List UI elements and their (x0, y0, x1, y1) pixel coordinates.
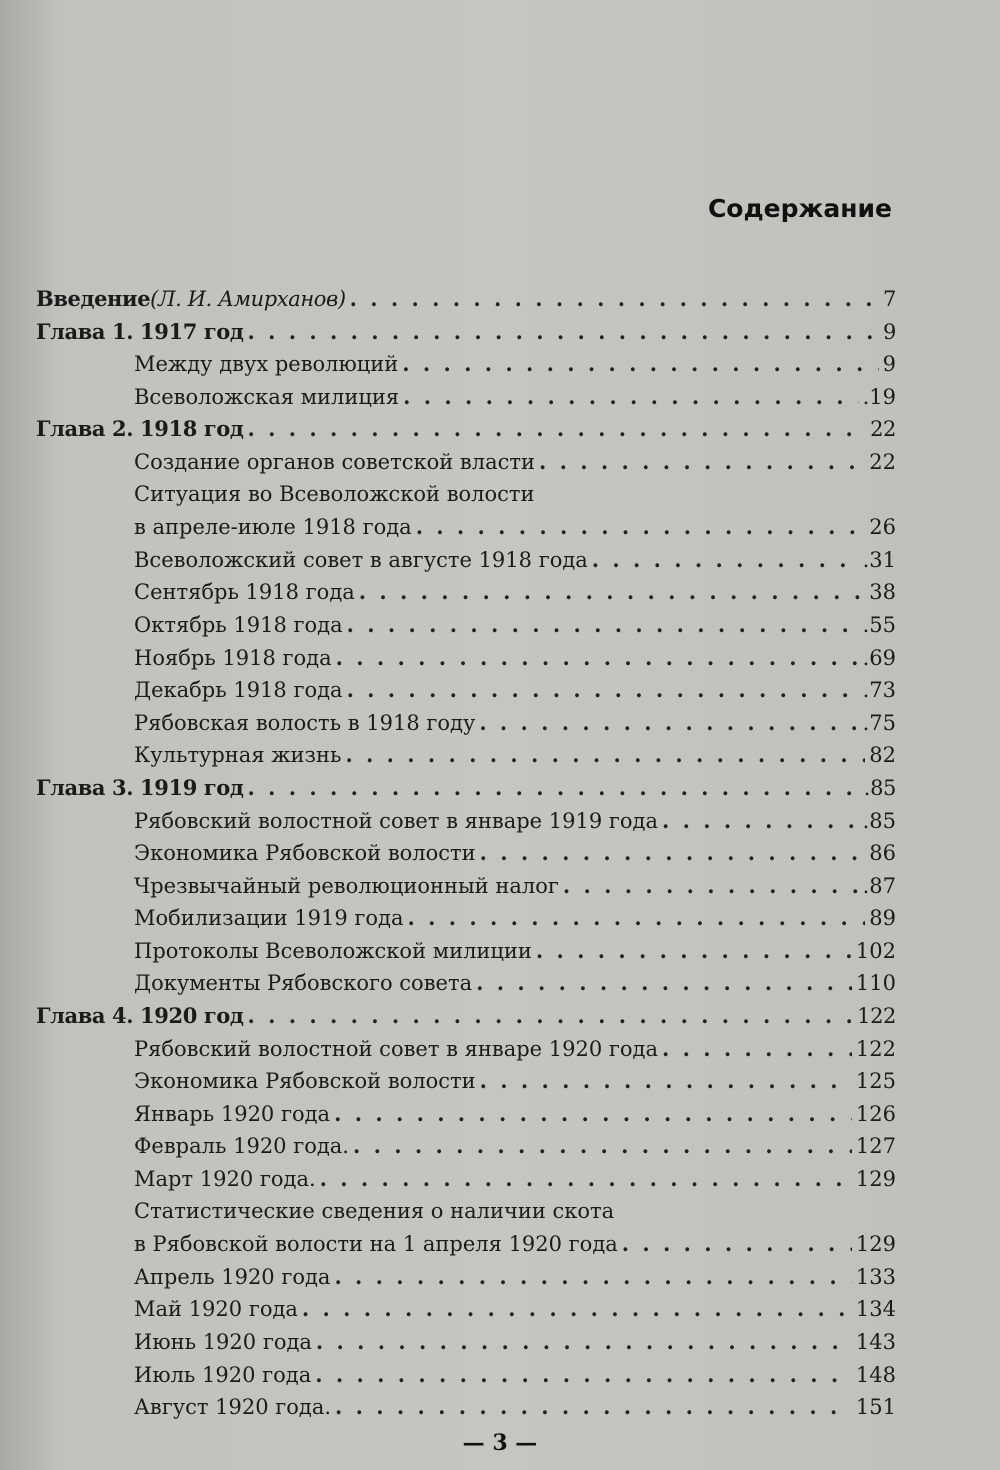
toc-entry (36, 449, 896, 482)
toc-entry (36, 1264, 896, 1297)
toc-page-number: 9 (883, 319, 896, 344)
toc-entry-title: Рябовский волостной совет в январе 1919 года (134, 808, 658, 833)
toc-entry (36, 1329, 896, 1362)
toc-page-number: 26 (869, 515, 896, 540)
toc-entry-title: Глава 1. 1917 год (36, 318, 244, 344)
toc-page-number: .55 (862, 612, 896, 637)
toc-entry-title: Сентябрь 1918 года (134, 580, 355, 605)
toc-entry-title: в апреле-июле 1918 года (134, 515, 412, 540)
toc-page-number: 122 (855, 1036, 896, 1061)
toc-entry (36, 938, 896, 971)
toc-page-number: .31 (862, 547, 896, 572)
leader-dots (334, 1264, 851, 1289)
leader-dots (480, 1068, 852, 1093)
toc-entry-title: Создание органов советской власти (134, 449, 535, 474)
toc-entry (36, 1362, 896, 1395)
leader-dots (248, 775, 860, 800)
toc-entry-title: Всеволожский совет в августе 1918 года (134, 547, 588, 572)
toc-entry (36, 1199, 896, 1232)
leader-dots (662, 1036, 852, 1061)
toc-entry (36, 1394, 896, 1427)
toc-entry-title: Между двух революций (134, 352, 399, 377)
toc-entry-title: Документы Рябовского совета (134, 971, 473, 996)
leader-dots (316, 1329, 852, 1354)
leader-dots (302, 1296, 852, 1321)
toc-entry-title: Январь 1920 года (134, 1101, 331, 1126)
toc-entry-title: Февраль 1920 года. (134, 1134, 349, 1159)
toc-entry-title: Экономика Рябовской волости (134, 841, 476, 866)
leader-dots (536, 938, 852, 963)
toc-chapter (36, 286, 896, 319)
toc-page-number: 9 (882, 352, 896, 377)
toc-page-number: 143 (855, 1330, 896, 1354)
toc-entry-title: Июнь 1920 года (134, 1330, 312, 1354)
toc-page-number: 22 (870, 417, 896, 442)
toc-page-number: 86 (869, 841, 896, 866)
toc-entry-title: Ноябрь 1918 года (134, 645, 332, 670)
toc-page-number: 129 (855, 1167, 896, 1192)
toc-entry (36, 482, 896, 515)
toc-entry-title: Декабрь 1918 года (134, 678, 343, 703)
toc-entry (36, 1101, 896, 1134)
page-title: Содержание (707, 194, 892, 223)
leader-dots (476, 970, 852, 995)
page-number: — 3 — (462, 1430, 538, 1456)
toc-page-number: .85 (863, 775, 896, 800)
toc-page-number: .73 (862, 678, 896, 703)
leader-dots (539, 449, 865, 474)
toc-entry-title: Июль 1920 года (134, 1362, 312, 1387)
toc-entry (36, 1068, 896, 1101)
leader-dots (407, 905, 865, 930)
toc-entry (36, 514, 896, 547)
toc-entry (36, 710, 896, 743)
toc-page-number: 129 (855, 1232, 896, 1257)
toc-entry-title: Протоколы Всеволожской милиции (134, 938, 532, 963)
leader-dots (622, 1231, 852, 1256)
leader-dots (359, 579, 865, 604)
toc-entry-title: в Рябовской волости на 1 апреля 1920 года (134, 1232, 618, 1257)
toc-page-number: 133 (855, 1264, 896, 1289)
toc-entry (36, 808, 896, 841)
leader-dots (248, 319, 880, 344)
toc-entry-title: Глава 4. 1920 год (36, 1003, 244, 1029)
toc-entry (36, 873, 896, 906)
toc-entry (36, 1166, 896, 1199)
toc-entry (36, 742, 896, 775)
toc-page-number: 38 (869, 580, 896, 605)
leader-dots (662, 808, 859, 833)
toc-chapter (36, 416, 896, 449)
toc-page-number: 22 (869, 449, 896, 474)
toc-page-number: 122 (857, 1004, 896, 1029)
toc-entry-title: Всеволожская милиция (134, 384, 400, 409)
leader-dots (320, 1166, 852, 1191)
leader-dots (345, 742, 865, 767)
leader-dots (416, 514, 866, 539)
leader-dots (592, 547, 859, 572)
toc-page-number: .69 (862, 645, 896, 670)
toc-page-number: 126 (855, 1101, 896, 1126)
toc-page-number: 125 (855, 1069, 896, 1094)
toc-entry-title: Август 1920 года. (134, 1395, 332, 1420)
toc-page-number: 82 (869, 743, 896, 768)
toc-page-number: 7 (883, 287, 896, 311)
leader-dots (248, 1003, 854, 1028)
toc-entry (36, 677, 896, 710)
toc-entry (36, 1296, 896, 1329)
toc-page-number: 151 (855, 1395, 896, 1420)
toc-entry-title: Март 1920 года. (134, 1167, 316, 1192)
toc-page-number: .75 (862, 710, 896, 735)
table-of-contents (36, 286, 896, 1427)
toc-entry-title: Апрель 1920 года (134, 1264, 331, 1289)
toc-page-number: 89 (869, 906, 896, 931)
leader-dots (248, 416, 867, 441)
toc-entry-title: Экономика Рябовской волости (134, 1069, 476, 1094)
toc-chapter (36, 1003, 896, 1036)
toc-entry (36, 351, 896, 384)
toc-page-number: 102 (855, 938, 896, 963)
toc-entry-title: Введение (36, 286, 151, 311)
toc-entry (36, 384, 896, 417)
leader-dots (353, 1133, 852, 1158)
leader-dots (336, 645, 859, 670)
toc-entry (36, 547, 896, 580)
toc-entry (36, 645, 896, 678)
toc-entry-title: Мобилизации 1919 года (134, 906, 404, 931)
leader-dots (334, 1101, 852, 1126)
leader-dots (350, 286, 879, 311)
leader-dots (335, 1394, 852, 1419)
toc-page-number: 110 (855, 971, 896, 996)
toc-page-number: .85 (862, 808, 896, 833)
toc-entry-title: Май 1920 года (134, 1297, 298, 1322)
toc-entry (36, 1231, 896, 1264)
toc-page-number: 134 (855, 1297, 896, 1322)
leader-dots (479, 710, 858, 735)
toc-page-number: 127 (855, 1134, 896, 1159)
toc-chapter (36, 775, 896, 808)
toc-entry-title: Чрезвычайный революционный налог (134, 873, 559, 898)
toc-entry (36, 840, 896, 873)
toc-entry (36, 579, 896, 612)
toc-entry (36, 1036, 896, 1069)
leader-dots (402, 351, 878, 376)
leader-dots (347, 677, 859, 702)
toc-entry-title: Рябовская волость в 1918 году (134, 710, 476, 735)
toc-entry (36, 612, 896, 645)
toc-page-number: .87 (862, 873, 896, 898)
leader-dots (347, 612, 859, 637)
toc-page-number: 148 (855, 1362, 896, 1387)
toc-entry (36, 905, 896, 938)
toc-entry-title: Глава 2. 1918 год (36, 416, 244, 442)
toc-entry-title: Ситуация во Всеволожской волости (134, 481, 535, 506)
leader-dots (563, 873, 859, 898)
leader-dots (480, 840, 866, 865)
leader-dots (403, 384, 858, 409)
toc-entry-title: Октябрь 1918 года (134, 612, 343, 637)
toc-entry-title: Культурная жизнь (134, 743, 342, 768)
toc-page-number: .19 (862, 384, 896, 409)
leader-dots (315, 1362, 852, 1387)
toc-entry (36, 1133, 896, 1166)
toc-entry-author: (Л. И. Амирханов) (150, 287, 346, 311)
toc-entry-title: Глава 3. 1919 год (36, 774, 244, 800)
toc-entry-title: Рябовский волостной совет в январе 1920 года (134, 1036, 658, 1061)
toc-entry (36, 970, 896, 1003)
toc-chapter (36, 319, 896, 352)
toc-entry-title: Статистические сведения о наличии скота (134, 1198, 615, 1223)
